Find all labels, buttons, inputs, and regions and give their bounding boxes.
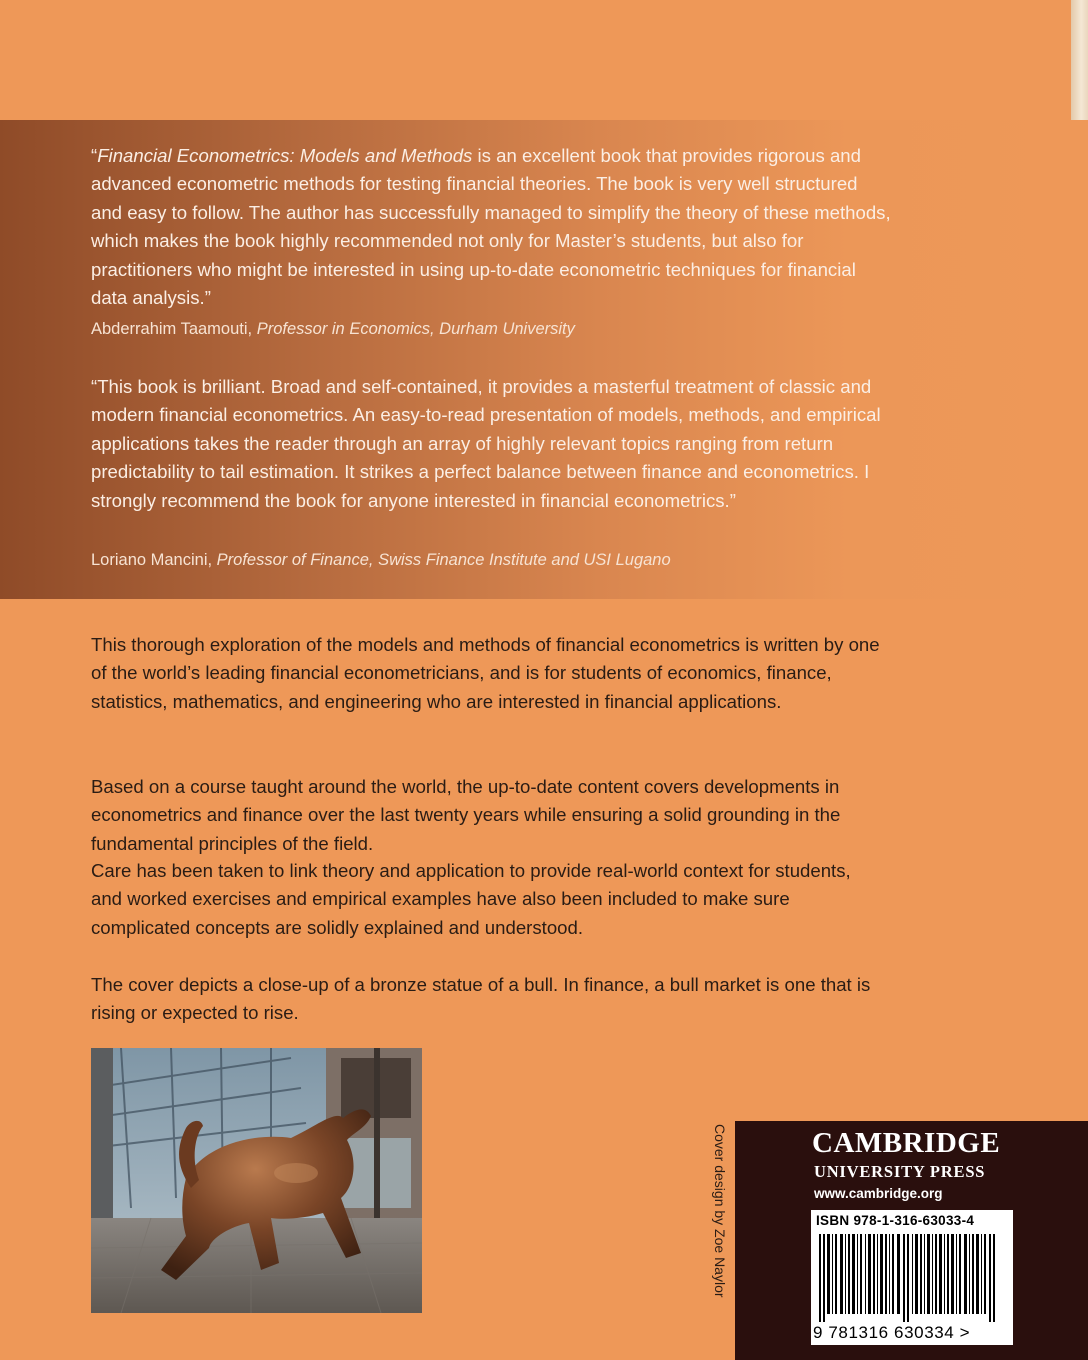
- book-title: Financial Econometrics: Models and Methods: [97, 145, 473, 166]
- reviewer-affiliation: Professor in Economics, Durham University: [256, 320, 575, 338]
- reviewer-name: Loriano Mancini,: [91, 551, 213, 569]
- publisher-name: CAMBRIDGE: [812, 1127, 1001, 1159]
- description-paragraph-2: Based on a course taught around the world, the up-to-date content covers developments in econometrics and finance over the last twenty years while ensuring a solid grounding in the fundamental principles of the field.: [91, 776, 841, 854]
- review-attribution-2: [91, 551, 671, 570]
- reviewer-affiliation: Professor of Finance, Swiss Finance Institute and USI Lugano: [216, 551, 671, 569]
- barcode: [811, 1210, 1013, 1345]
- bull-statue-photo: [91, 1048, 422, 1313]
- publisher-press: UNIVERSITY PRESS: [814, 1162, 986, 1181]
- reviewer-name: Abderrahim Taamouti,: [91, 320, 253, 338]
- review-quote-2: “This book is brilliant. Broad and self-contained, it provides a masterful treatment of classic and modern financial econometrics. An easy-to-read presentation of models, methods, and empirical applications takes the reader through an array of highly relevant topics ranging from return predictability to tail estimation. It strikes a perfect balance between finance and econometrics. I strongly recommend the book for anyone interested in financial econometrics.”: [91, 376, 881, 511]
- barcode-bars: [819, 1234, 1005, 1322]
- barcode-digits: 9 781316 630334 >: [813, 1323, 971, 1342]
- review-attribution-1: [91, 320, 575, 339]
- description-paragraph-3: Care has been taken to link theory and application to provide real-world context for students, and worked exercises and empirical examples have also been included to make sure complicated concepts are solidly explained and understood.: [91, 860, 851, 938]
- isbn-label: ISBN 978-1-316-63033-4: [816, 1213, 975, 1228]
- publisher-url[interactable]: www.cambridge.org: [814, 1186, 943, 1201]
- description-paragraph-1: This thorough exploration of the models and methods of financial econometrics is written by one of the world’s leading financial econometricians, and is for students of economics, finance, statistics, mathematics, and engineering who are interested in financial applications.: [91, 634, 880, 712]
- cover-design-credit: Cover design by Zoe Naylor: [712, 1124, 728, 1298]
- description-paragraph-4: The cover depicts a close-up of a bronze statue of a bull. In finance, a bull market is one that is rising or expected to rise.: [91, 974, 871, 1024]
- review-quote-1: “Financial Econometrics: Models and Methods is an excellent book that provides rigorous and advanced econometric methods for testing financial theories. The book is very well structured and easy to follow. The author has successfully managed to simplify the theory of these methods, which makes the book highly recommended not only for Master’s students, but also for practitioners who might be interested in using up-to-date econometric techniques for financial data analysis.”: [91, 145, 891, 309]
- publisher-block: [735, 1121, 1088, 1360]
